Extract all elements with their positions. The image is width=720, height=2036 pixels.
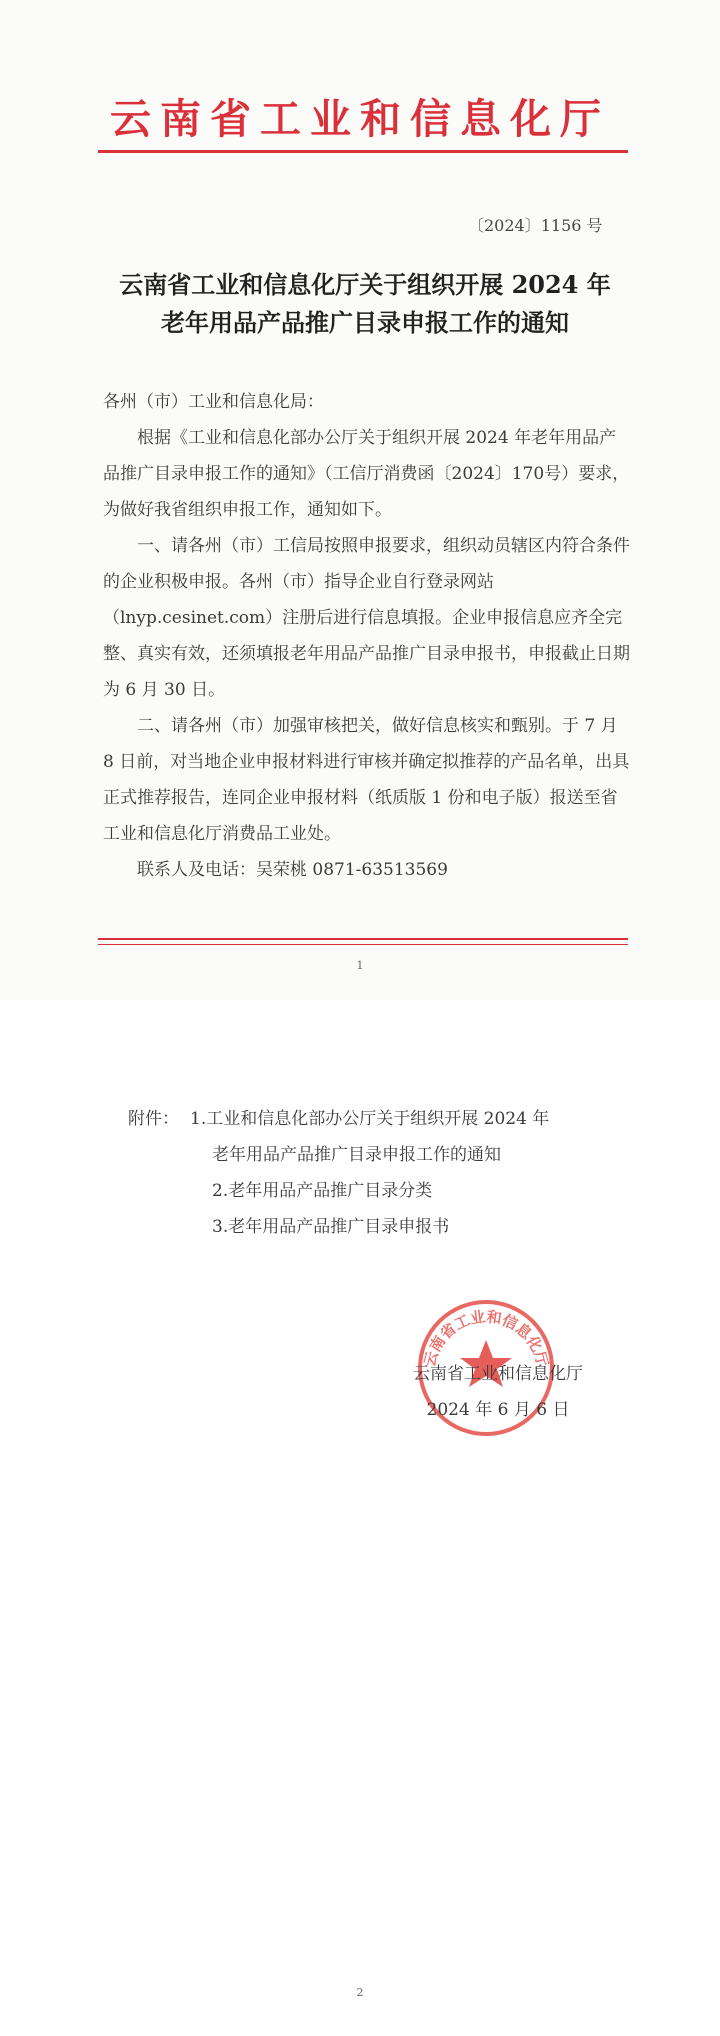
signature-block	[388, 1356, 608, 1428]
body-paragraph-intro: 根据《工业和信息化部办公厅关于组织开展 2024 年老年用品产品推广目录申报工作的通知》（工信厅消费函〔2024〕170号）要求，为做好我省组织申报工作，通知如下。	[103, 428, 630, 520]
document-number: 〔2024〕1156 号	[468, 216, 603, 235]
document-title	[100, 266, 630, 342]
document-body	[103, 384, 631, 888]
body-paragraph-item-1: 一、请各州（市）工信局按照申报要求，组织动员辖区内符合条件的企业积极申报。各州（市）指导企业自行登录网站（lnyp.cesinet.com）注册后进行信息填报。企业申报信息应齐全完整、真实有效，还须填报老年用品产品推广目录申报书，申报截止日期为 6 月 30 日。	[103, 536, 630, 700]
seal-text: 云南省工业和信息化厅	[420, 1307, 552, 1369]
attachment-item-1: 1.工业和信息化部办公厅关于组织开展 2024 年	[190, 1109, 550, 1129]
header-organization: 云南省工业和信息化厅	[110, 95, 610, 143]
page-one	[0, 0, 720, 1000]
title-line-1: 云南省工业和信息化厅关于组织开展 2024 年	[119, 270, 611, 299]
title-line-2: 老年用品产品推广目录申报工作的通知	[161, 308, 569, 337]
page-number-2: 2	[356, 1986, 364, 1999]
attachment-item-2: 2.老年用品产品推广目录分类	[212, 1181, 433, 1201]
page-number-1: 1	[356, 959, 364, 972]
footer-red-rules	[98, 938, 628, 945]
salutation: 各州（市）工业和信息化局：	[103, 392, 324, 412]
header-red-rule	[98, 150, 628, 153]
attachment-item-3: 3.老年用品产品推广目录申报书	[212, 1217, 450, 1237]
attachments-block	[128, 1101, 628, 1245]
attachment-item-1-cont: 老年用品产品推广目录申报工作的通知	[212, 1145, 501, 1165]
signature-date: 2024 年 6 月 6 日	[426, 1400, 570, 1420]
contact-line: 联系人及电话：吴荣桃 0871-63513569	[137, 860, 448, 880]
attachments-label: 附件：	[128, 1109, 179, 1129]
signature-organization: 云南省工业和信息化厅	[413, 1364, 583, 1384]
body-paragraph-item-2: 二、请各州（市）加强审核把关，做好信息核实和甄别。于 7 月 8 日前，对当地企业申报材料进行审核并确定拟推荐的产品名单，出具正式推荐报告，连同企业申报材料（纸质版 1 份和电子版）报送至省工业和信息化厅消费品工业处。	[103, 716, 630, 844]
